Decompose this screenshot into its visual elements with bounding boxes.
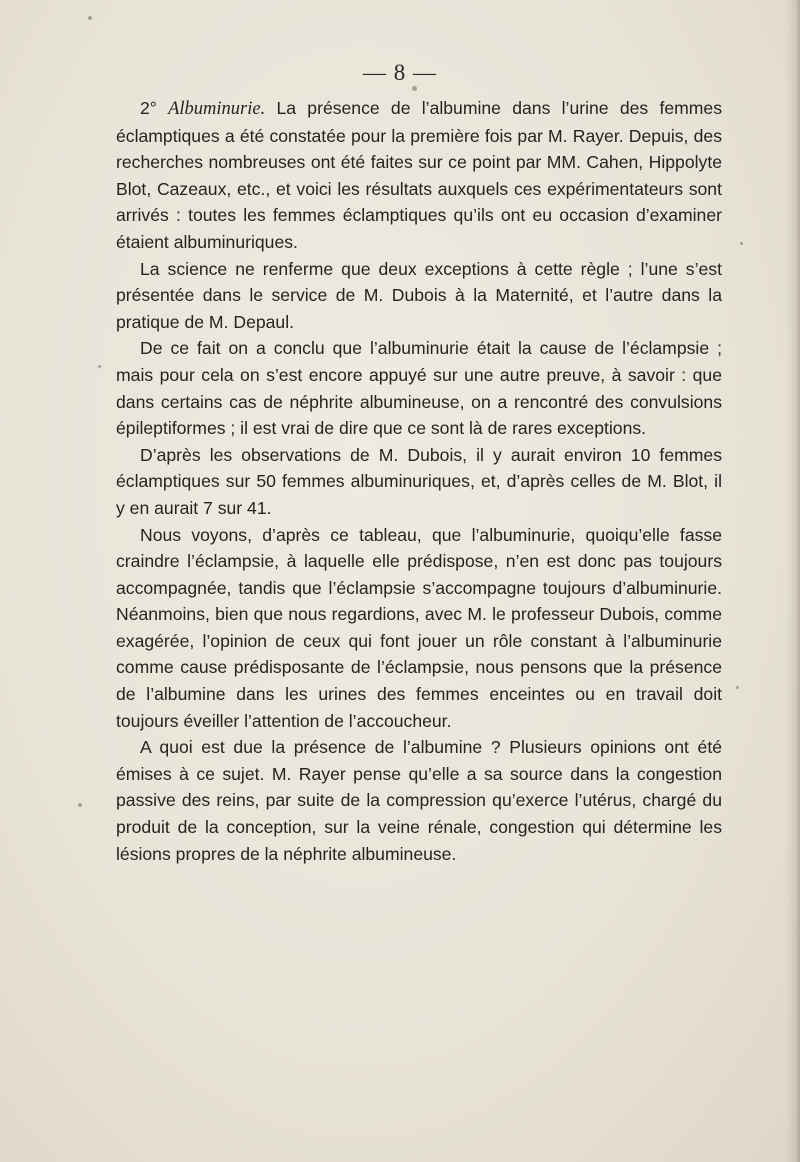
paragraph-tableau: Nous voyons, d’après ce tableau, que l’albuminurie, quoiqu’elle fasse craindre l’éclampsie, à laquelle elle prédispose, n’en est donc pas toujours accompagnée, tandis que l’éclampsie s’accompagne toujours d’albuminurie. Néanmoins, bien que nous regardions, avec M. le professeur Dubois, comme exagérée, l’opinion de ceux qui font jouer un rôle constant à l’albuminurie comme cause prédisposante de l’éclampsie, nous pensons que la présence de l’albumine dans les urines des femmes enceintes ou en travail doit toujours éveiller l’attention de l’accoucheur. <box>116 524 722 731</box>
print-speck <box>98 365 101 368</box>
paragraph-exceptions: La science ne renferme que deux exceptions à cette règle ; l’une s’est présentée dans le service de M. Dubois à la Maternité, et l’autre dans la pratique de M. Depaul. <box>116 258 722 332</box>
print-speck <box>412 86 417 91</box>
body-text <box>116 95 722 867</box>
paragraph-cause-albumine: A quoi est due la présence de l’albumine ? Plusieurs opinions ont été émises à ce sujet. M. Rayer pense qu’elle a sa source dans la congestion passive des reins, par suite de la compression qu’exerce l’utérus, chargé du produit de la conception, sur la veine rénale, congestion qui détermine les lésions propres de la néphrite albumineuse. <box>116 737 722 864</box>
page-number: — 8 — <box>363 60 437 85</box>
section-title: Albuminurie. <box>168 99 266 119</box>
print-speck <box>740 242 743 245</box>
print-speck <box>78 803 82 807</box>
section-number: 2° <box>140 98 157 118</box>
paragraph-observations: D’après les observations de M. Dubois, il y aurait environ 10 femmes éclamptiques sur 50 femmes albuminuriques, et, d’après celles de M. Blot, il y en aurait 7 sur 41. <box>116 444 722 518</box>
page-edge-shadow <box>786 0 800 1162</box>
paragraph-albuminurie-intro <box>116 95 722 256</box>
paragraph-text: La présence de l’albumine dans l’urine des femmes éclamptiques a été constatée pour la première fois par M. Rayer. Depuis, des recherches nombreuses ont été faites sur ce point par MM. Cahen, Hippolyte Blot, Cazeaux, etc., et voici les résultats auxquels ces expérimentateurs sont arrivés : toutes les femmes éclamptiques qu’ils ont eu occasion d’examiner étaient albuminuriques. <box>116 98 723 252</box>
paragraph-conclusion: De ce fait on a conclu que l’albuminurie était la cause de l’éclampsie ; mais pour cela on s’est encore appuyé sur une autre preuve, à savoir : que dans certains cas de néphrite albumineuse, on a rencontré des convulsions épileptiformes ; il est vrai de dire que ce sont là de rares exceptions. <box>116 338 722 439</box>
print-speck <box>88 16 92 20</box>
print-speck <box>736 686 739 689</box>
